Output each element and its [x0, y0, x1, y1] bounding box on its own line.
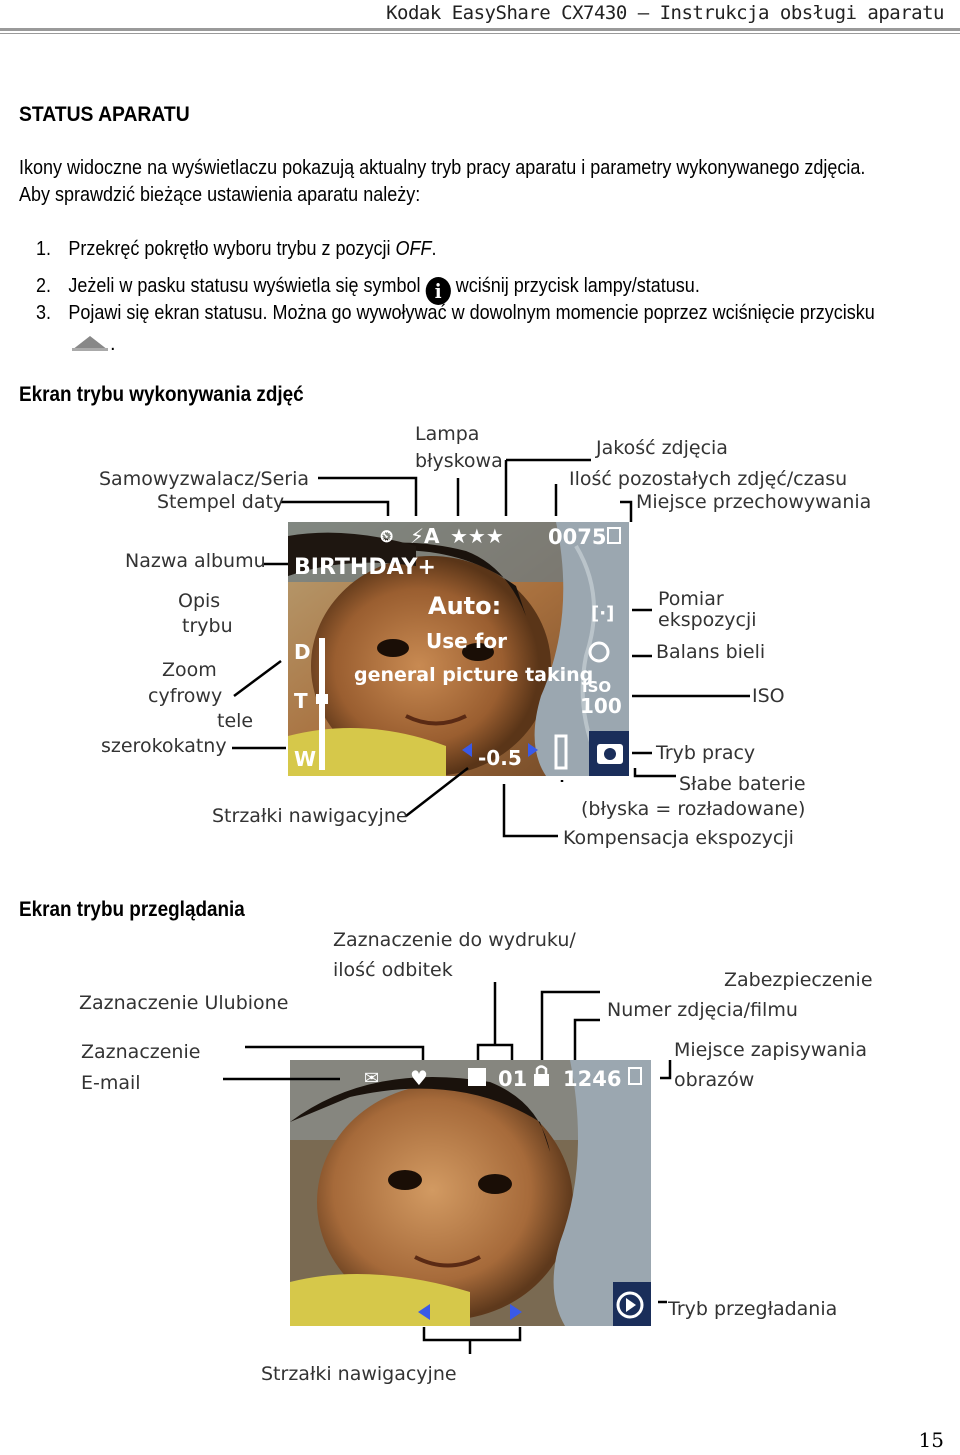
label-metering-1: Pomiar — [658, 588, 724, 610]
section-title: STATUS APARATU — [19, 103, 190, 126]
email-icon: ✉ — [364, 1068, 380, 1089]
label-email-1: Zaznaczenie — [81, 1041, 201, 1063]
page-header — [0, 0, 960, 34]
step-1 — [36, 238, 437, 261]
print-icon — [468, 1068, 486, 1086]
label-remaining: Ilość pozostałych zdjęć/czasu — [569, 468, 848, 490]
iso-label: ISO — [582, 678, 612, 696]
review-heading: Ekran trybu przeglądania — [19, 898, 245, 921]
step-number: 1. — [36, 238, 52, 260]
favorite-icon: ♥ — [410, 1066, 428, 1090]
label-mode-1: Opis — [178, 590, 221, 612]
step-text: Jeżeli w pasku statusu wyświetla się symbol — [68, 275, 426, 297]
intro-line-2: Aby sprawdzić bieżące ustawienia aparatu należy: — [19, 184, 421, 206]
step-number: 3. — [36, 302, 52, 324]
label-quality: Jakość zdjęcia — [596, 437, 728, 459]
label-expcomp: Kompensacja ekspozycji — [563, 827, 794, 849]
picture-number: 1246 — [563, 1067, 622, 1091]
mode-title: Auto: — [428, 592, 502, 620]
label-print-1: Zaznaczenie do wydruku/ — [333, 929, 576, 951]
label-wb: Balans bieli — [656, 641, 766, 663]
mode-line-2: general picture taking — [354, 664, 594, 686]
label-lamp-1: Lampa — [415, 423, 480, 445]
step-3 — [36, 302, 875, 325]
info-icon: i — [426, 277, 451, 305]
step-text-off: OFF — [395, 238, 432, 260]
label-zoom-1: Zoom — [162, 659, 217, 681]
label-mode-2: trybu — [182, 615, 233, 637]
zoom-handle — [316, 694, 328, 704]
quality-stars-icon: ★★★ — [450, 524, 504, 548]
label-battery-1: Słabe baterie — [679, 773, 806, 795]
zoom-digital-label: D — [294, 640, 311, 664]
label-lamp-2: błyskowa — [415, 450, 503, 472]
header-rule-thin — [0, 33, 960, 34]
intro-line-1: Ikony widoczne na wyświetlaczu pokazują aktualny tryb pracy aparatu i parametry wykonywanego zdjęcia. — [19, 157, 866, 179]
review-screen-figure — [70, 922, 890, 1392]
label-reviewmode: Tryb przegładania — [668, 1298, 838, 1320]
metering-icon: [·] — [591, 603, 615, 624]
label-arrows: Strzałki nawigacyjne — [212, 805, 408, 827]
label-wide: szerokokatny — [101, 735, 227, 757]
mode-line-1: Use for — [426, 629, 507, 653]
step-text: Przekręć pokrętło wyboru trybu z pozycji — [68, 238, 396, 260]
selftimer-icon: ⏲ — [380, 527, 394, 547]
label-datestamp: Stempel daty — [157, 491, 285, 513]
label-number: Numer zdjęcia/filmu — [607, 999, 798, 1021]
capture-heading: Ekran trybu wykonywania zdjęć — [19, 383, 304, 406]
label-tele: tele — [217, 710, 254, 732]
label-storage: Miejsce przechowywania — [636, 491, 872, 513]
label-selftimer: Samowyzwalacz/Seria — [99, 468, 310, 490]
shots-remaining: 0075 — [548, 525, 607, 549]
step-text: Pojawi się ekran statusu. Można go wywoływać w dowolnym momencie poprzez wciśnięcie przycisku — [68, 302, 875, 324]
iso-value: 100 — [580, 694, 622, 718]
label-protect: Zabezpieczenie — [724, 969, 873, 991]
label-arrows: Strzałki nawigacyjne — [261, 1363, 457, 1385]
exposure-compensation: -0.5 — [478, 746, 522, 770]
step-text-end: . — [431, 238, 437, 260]
step-2 — [36, 275, 700, 305]
label-opmode: Tryb pracy — [656, 742, 756, 764]
label-zoom-2: cyfrowy — [148, 685, 223, 707]
page-number: 15 — [918, 1428, 944, 1452]
step-3-end: . — [110, 333, 116, 354]
flash-auto-icon: ⚡A — [410, 524, 440, 548]
label-email-2: E-mail — [81, 1072, 141, 1094]
label-iso: ISO — [752, 685, 785, 707]
label-favorite: Zaznaczenie Ulubione — [79, 992, 289, 1014]
step-number: 2. — [36, 275, 52, 297]
label-metering-2: ekspozycji — [658, 609, 757, 631]
label-storage-1: Miejsce zapisywania — [674, 1039, 867, 1061]
header-title: Kodak EasyShare CX7430 – Instrukcja obsługi aparatu — [386, 2, 944, 24]
print-count: 01 — [498, 1067, 528, 1091]
zoom-wide-label: W — [294, 747, 317, 771]
label-print-2: ilość odbitek — [333, 959, 453, 981]
header-rule — [0, 28, 960, 31]
label-album: Nazwa albumu — [125, 550, 266, 572]
status-button-icon — [70, 332, 140, 354]
capture-screen-figure — [86, 416, 890, 866]
label-storage-2: obrazów — [674, 1069, 755, 1091]
lock-icon — [534, 1074, 549, 1086]
step-text-end: wciśnij przycisk lampy/statusu. — [455, 275, 700, 297]
zoom-tele-label: T — [294, 689, 308, 713]
label-battery-2: (błyska = rozładowane) — [581, 798, 806, 820]
album-name: BIRTHDAY+ — [294, 555, 436, 580]
